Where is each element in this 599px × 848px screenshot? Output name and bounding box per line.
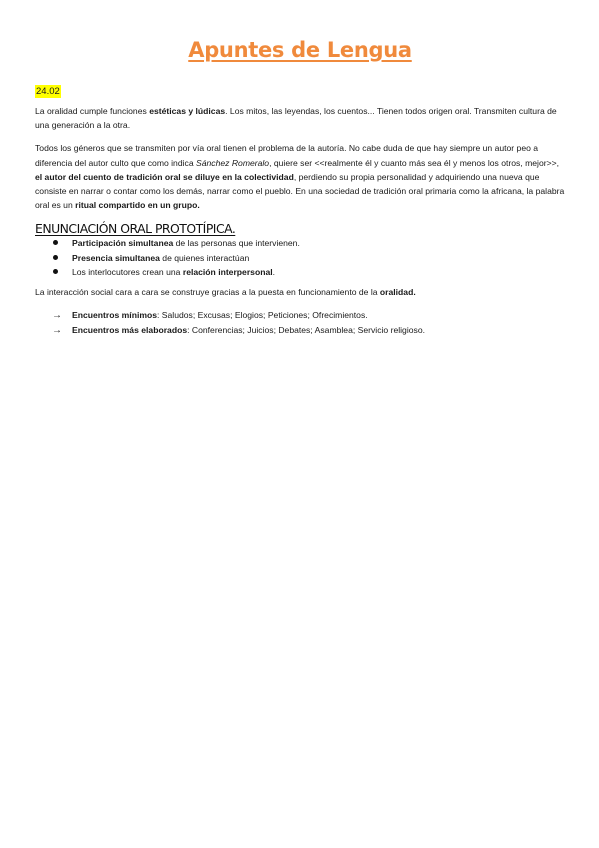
paragraph-text: , quiere ser <<realmente él y cuanto más sea él y menos los otros, mejor>>, [269, 157, 560, 168]
paragraph-interaccion [35, 285, 565, 299]
arrow-list [35, 308, 565, 338]
bullet-item [53, 251, 565, 265]
paragraph-text: . Los mitos, las leyendas, los cuentos... Tienen todos origen oral. Transmiten cultura de una generación a la otra. [35, 106, 557, 131]
paragraph-italic-text: Sánchez Romeralo [196, 157, 270, 168]
paragraph-bold-text: oralidad. [379, 287, 416, 298]
document-page [35, 34, 565, 338]
paragraph-text: , perdiendo su propia personalidad y adquiriendo una nueva que consiste en narrar o contar como los demás, narrar como el pueblo. En una sociedad de tradición oral primaria como la africana, la palabra oral es un [35, 171, 565, 211]
bullet-text: de quienes interactúan [159, 252, 250, 263]
paragraph-text: La oralidad cumple funciones [35, 106, 150, 116]
document-title: Apuntes de Lengua [188, 38, 412, 62]
paragraph-bold-text: el autor del cuento de tradición oral se diluye en la colectividad [35, 171, 294, 182]
date-line [35, 81, 565, 95]
bullet-icon [53, 255, 58, 260]
paragraph-text: Todos los géneros que se transmiten por vía oral tienen el problema de la autoría. No cabe duda de que hay siempre un autor peo a diferencia del autor culto que como indica [35, 143, 539, 168]
bullet-text: de las personas que intervienen. [173, 238, 300, 249]
arrow-text: : Conferencias; Juicios; Debates; Asamblea; Servicio religioso. [187, 325, 425, 336]
bullet-text: Los interlocutores crean una [72, 266, 183, 277]
arrow-bold-text: Encuentros más elaborados [72, 325, 188, 336]
arrow-item [53, 308, 565, 323]
bullet-text: . [272, 266, 276, 277]
bullet-item [53, 265, 565, 279]
arrow-right-icon: → [52, 310, 62, 322]
section-heading: ENUNCIACIÓN ORAL PROTOTÍPICA. [35, 221, 236, 237]
bullet-bold-text: relación interpersonal [182, 266, 273, 277]
bullet-bold-text: Presencia simultanea [72, 252, 160, 263]
arrow-item [53, 323, 565, 338]
date-highlight: 24.02 [36, 86, 60, 97]
paragraph-autoria [35, 141, 565, 212]
bullet-icon [53, 240, 58, 245]
bullet-list [35, 236, 565, 279]
bullet-icon [53, 269, 58, 274]
paragraph-bold-text: ritual compartido en un grupo. [75, 200, 200, 211]
paragraph-text: La interacción social cara a cara se construye gracias a la puesta en funcionamiento de la [35, 287, 380, 298]
arrow-bold-text: Encuentros mínimos [72, 310, 157, 321]
bullet-bold-text: Participación simultanea [72, 238, 174, 249]
arrow-text: : Saludos; Excusas; Elogios; Peticiones; Ofrecimientos. [157, 310, 368, 321]
paragraph-bold-text: estéticas y lúdicas [149, 106, 226, 116]
paragraph-oralidad [35, 104, 565, 132]
arrow-right-icon: → [52, 325, 62, 337]
bullet-item [53, 236, 565, 250]
